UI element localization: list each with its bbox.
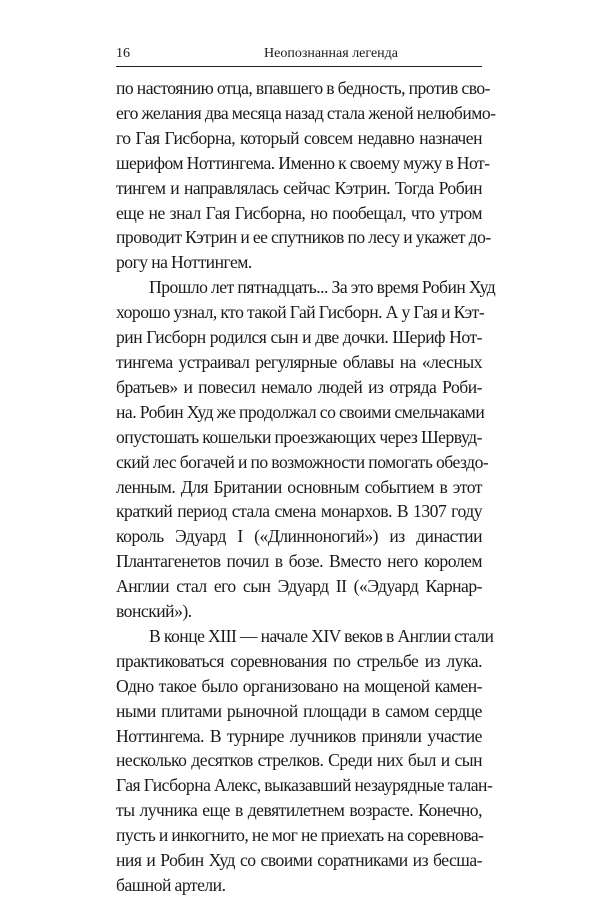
text-line: В конце XIII — начале XIV веков в Англии стали <box>149 625 494 646</box>
paragraph-3 <box>116 624 494 898</box>
text-line: практиковаться соревнования по стрельбе из лука. <box>116 650 482 671</box>
text-line: проводит Кэтрин и ее спутников по лесу и укажет до- <box>116 227 491 248</box>
text-line: на. Робин Худ же продолжал со своими смельчаками <box>116 401 485 422</box>
text-line: хорошо узнал, кто такой Гай Гисборн. А у Гая и Кэт- <box>116 302 485 323</box>
text-line: пусть и инкогнито, не мог не приехать на соревнова- <box>116 825 484 846</box>
text-line: ния и Робин Худ со своими соратниками из бесша- <box>116 850 482 871</box>
paragraph-2 <box>116 275 496 624</box>
text-line: тингема устраивал регулярные облавы на «лесных <box>116 351 482 372</box>
text-line: ленным. Для Британии основным событием в этот <box>116 476 482 497</box>
header-rule <box>116 66 482 67</box>
text-line: ский лес богачей и по возможности помогать обездо- <box>116 451 489 472</box>
text-line: по настоянию отца, впавшего в бедность, против сво- <box>116 78 491 98</box>
text-line: несколько десятков стрелков. Среди них был и сын <box>116 750 482 771</box>
text-line: шерифом Ноттингема. Именно к своему мужу в Нот- <box>116 152 490 173</box>
text-line: го Гая Гисборна, который совсем недавно назначен <box>116 127 482 148</box>
text-line: еще не знал Гая Гисборна, но пообещал, что утром <box>116 202 482 223</box>
page-number: 16 <box>116 46 130 61</box>
paragraph-1 <box>116 76 496 275</box>
text-line: Гая Гисборна Алекс, выказавший незаурядные талан- <box>116 775 493 796</box>
text-line: краткий период стала смена монархов. В 1307 году <box>116 501 482 522</box>
running-title: Неопознанная легенда <box>264 46 398 61</box>
text-line: башной артели. <box>116 875 226 895</box>
body-text <box>116 76 496 898</box>
text-line: опустошать кошельки проезжающих через Шервуд- <box>116 426 482 447</box>
text-line: Одно такое было организовано на мощеной камен- <box>116 675 482 696</box>
text-line: ными плитами рыночной площади в самом сердце <box>116 700 482 721</box>
text-line: вонский»). <box>116 601 192 622</box>
text-line: Англии стал его сын Эдуард II («Эдуард Карнар- <box>116 576 482 597</box>
text-line: Ноттингема. В турнире лучников приняли участие <box>116 725 482 746</box>
text-line: тингем и направлялась сейчас Кэтрин. Тогда Робин <box>116 177 482 198</box>
text-line: Плантагенетов почил в бозе. Вместо него королем <box>116 551 482 572</box>
text-line: Прошло лет пятнадцать... За это время Робин Худ <box>149 277 496 298</box>
text-line: ты лучника еще в девятилетнем возрасте. Конечно, <box>116 800 482 821</box>
text-line: братьев» и повесил немало людей из отряда Роби- <box>116 376 482 397</box>
text-line: рин Гисборн родился сын и две дочки. Шериф Нот- <box>116 327 482 348</box>
running-head <box>116 44 482 64</box>
text-line: его желания два месяца назад стала женой нелюбимо- <box>116 102 496 123</box>
text-line: рогу на Ноттингем. <box>116 252 252 273</box>
text-line: король Эдуард I («Длинноногий») из династии <box>116 526 482 547</box>
